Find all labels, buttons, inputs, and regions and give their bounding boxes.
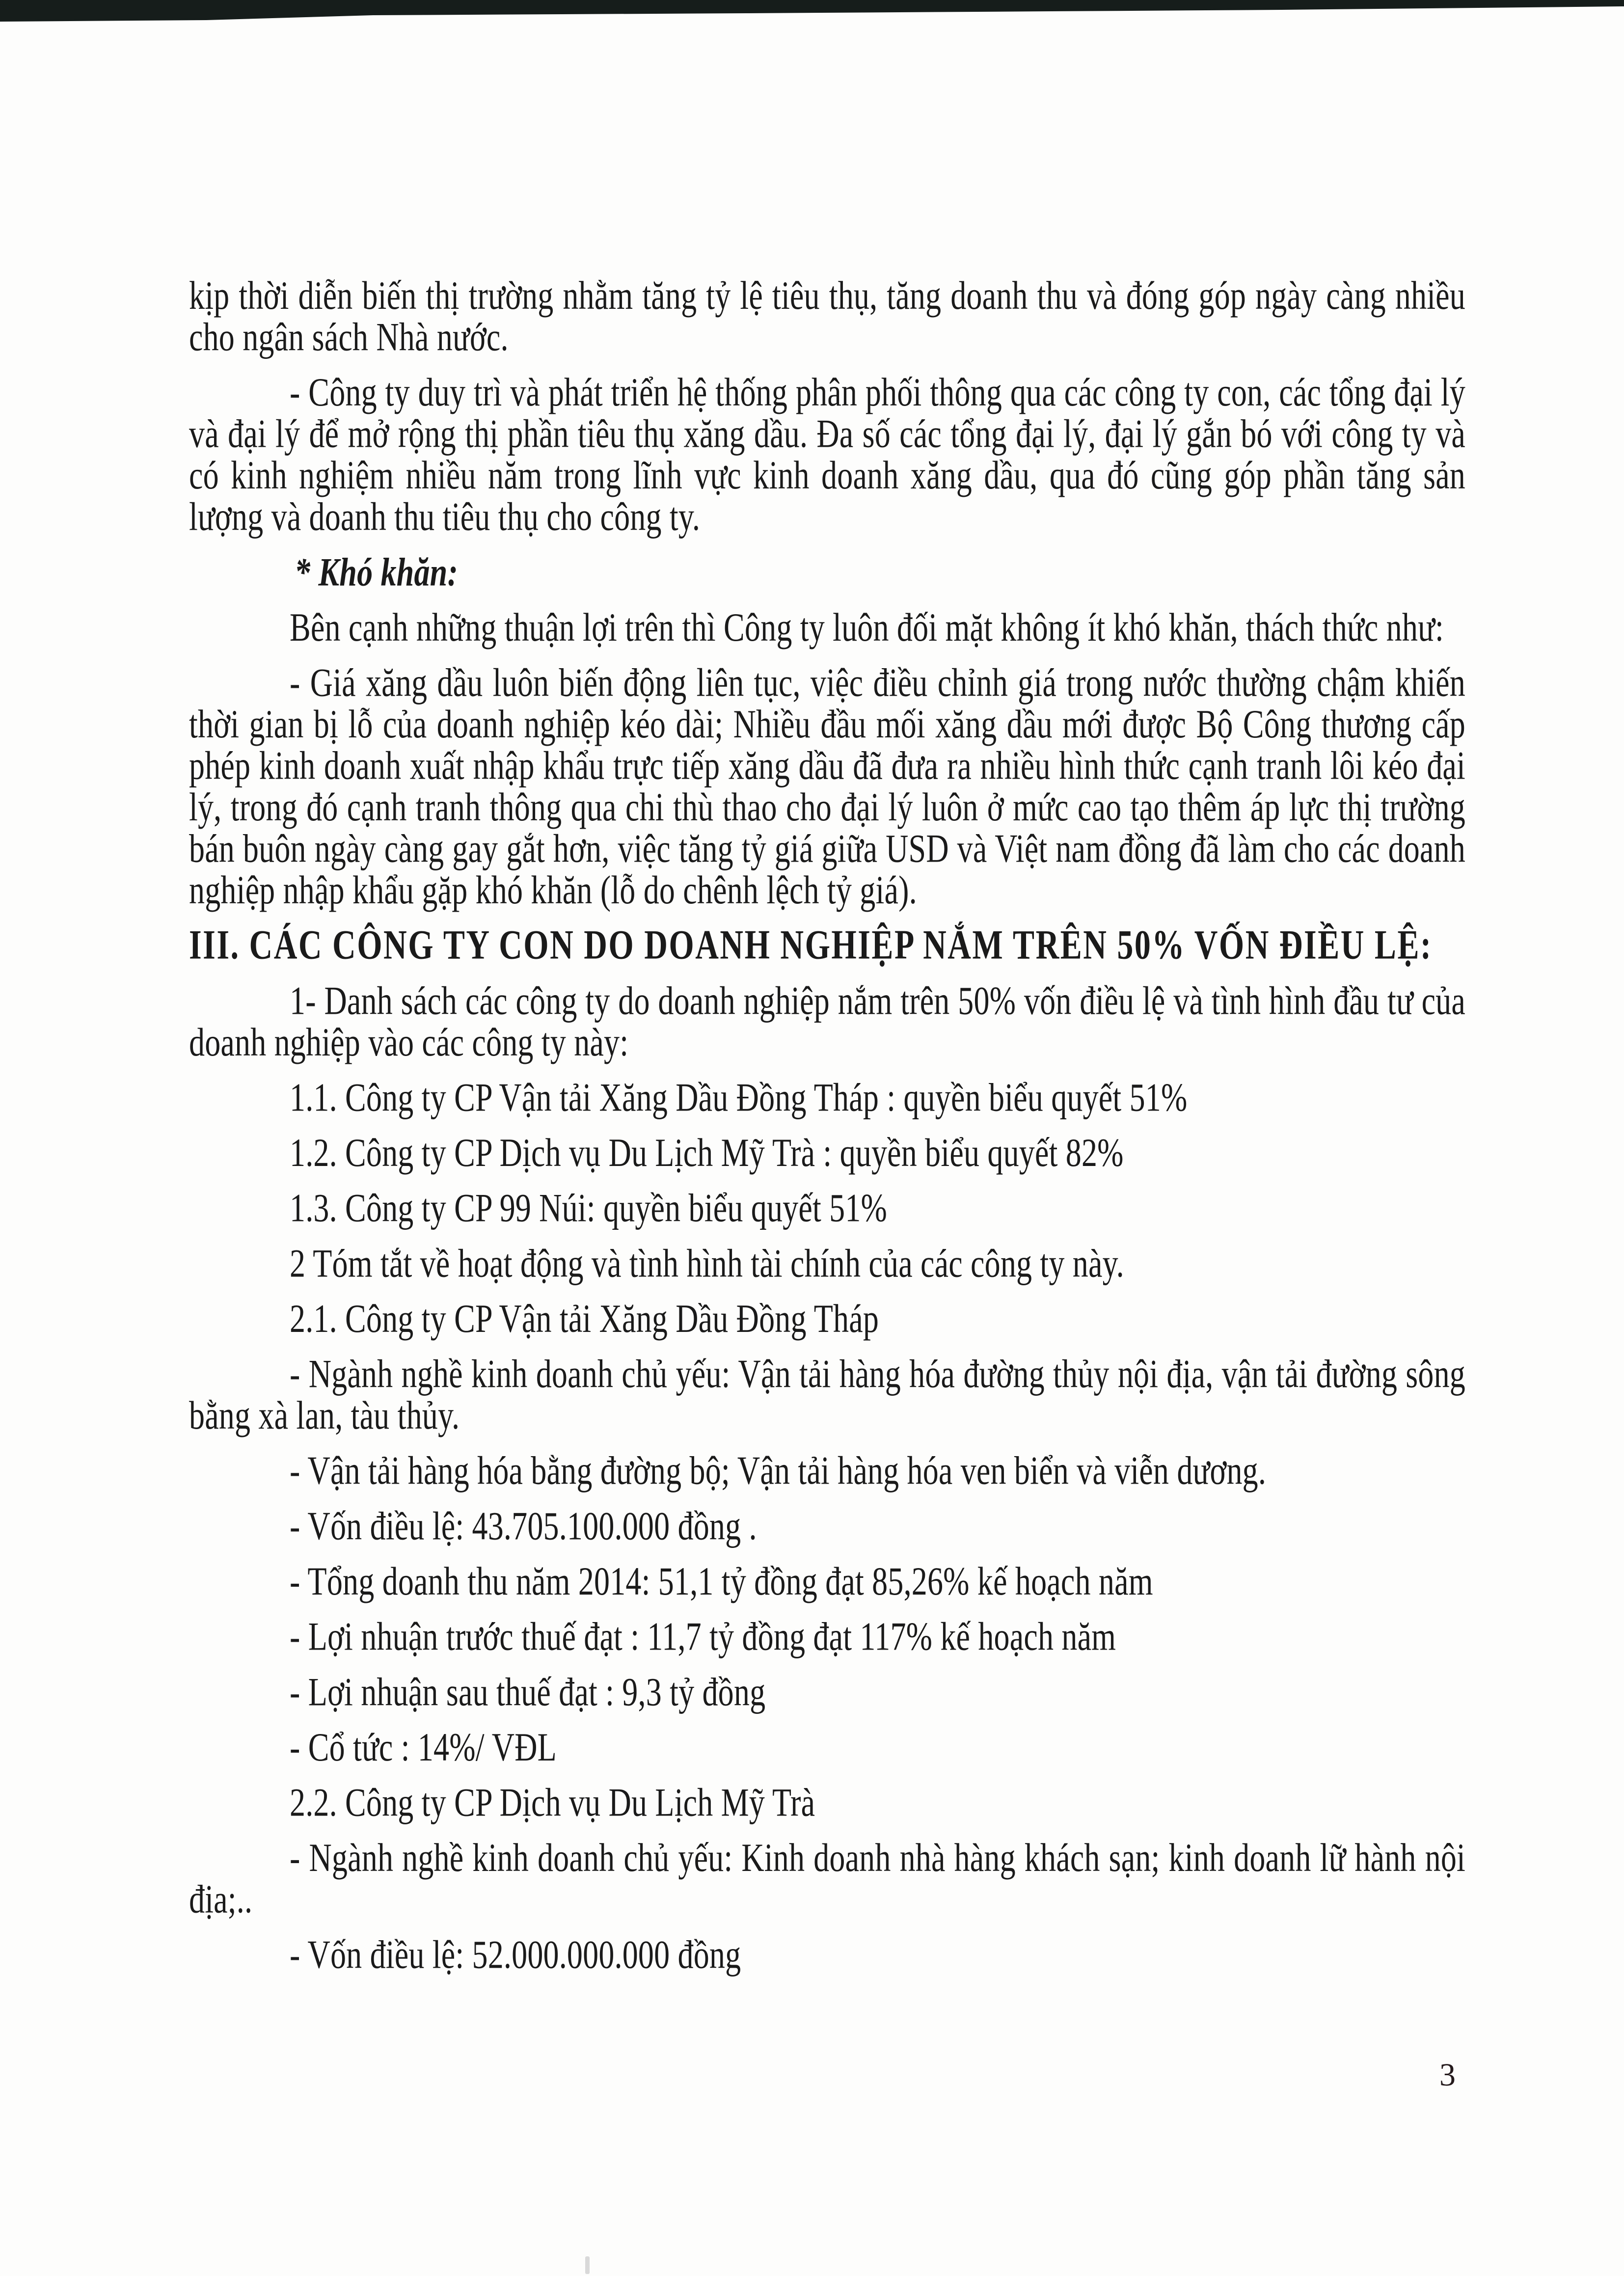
section-heading-iii: III. CÁC CÔNG TY CON DO DOANH NGHIỆP NẮM TRÊN 50% VỐN ĐIỀU LỆ: xyxy=(189,922,1433,968)
bullet-item: - Vốn điều lệ: 43.705.100.000 đồng . xyxy=(290,1503,757,1548)
scan-edge-artifact xyxy=(0,0,1624,24)
paragraph: Bên cạnh những thuận lợi trên thì Công ty luôn đối mặt không ít khó khăn, thách thức như: xyxy=(290,605,1444,650)
bullet-item: - Lợi nhuận sau thuế đạt : 9,3 tỷ đồng xyxy=(290,1669,766,1714)
bullet-item: - Lợi nhuận trước thuế đạt : 11,7 tỷ đồng đạt 117% kế hoạch năm xyxy=(290,1614,1116,1659)
bullet-item: - Ngành nghề kinh doanh chủ yếu: Kinh doanh nhà hàng khách sạn; kinh doanh lữ hành nội địa;.. xyxy=(189,1835,1465,1922)
bullet-item: - Cổ tức : 14%/ VĐL xyxy=(290,1724,557,1769)
list-item: 2 Tóm tắt về hoạt động và tình hình tài chính của các công ty này. xyxy=(290,1241,1124,1286)
subheading-kho-khan: * Khó khăn: xyxy=(295,549,458,595)
bullet-item: - Tổng doanh thu năm 2014: 51,1 tỷ đồng đạt 85,26% kế hoạch năm xyxy=(290,1559,1153,1603)
bullet-item: - Ngành nghề kinh doanh chủ yếu: Vận tải hàng hóa đường thủy nội địa, vận tải đường sông bằng xà lan, tàu thủy. xyxy=(189,1351,1465,1437)
paragraph: kịp thời diễn biến thị trường nhằm tăng tỷ lệ tiêu thụ, tăng doanh thu và đóng góp ngày càng nhiều cho ngân sách Nhà nước. xyxy=(189,273,1465,359)
list-item: 2.1. Công ty CP Vận tải Xăng Dầu Đồng Tháp xyxy=(290,1296,879,1341)
list-item: 1.1. Công ty CP Vận tải Xăng Dầu Đồng Tháp : quyền biểu quyết 51% xyxy=(290,1075,1188,1120)
list-item: 1.3. Công ty CP 99 Núi: quyền biểu quyết 51% xyxy=(290,1185,888,1230)
list-item: 2.2. Công ty CP Dịch vụ Du Lịch Mỹ Trà xyxy=(290,1780,815,1825)
document-text xyxy=(189,275,1465,1989)
page-number: 3 xyxy=(1439,2057,1456,2093)
list-item: 1.2. Công ty CP Dịch vụ Du Lịch Mỹ Trà : quyền biểu quyết 82% xyxy=(290,1130,1124,1175)
bullet-item: - Vốn điều lệ: 52.000.000.000 đồng xyxy=(290,1932,741,1977)
bullet-item: - Vận tải hàng hóa bằng đường bộ; Vận tải hàng hóa ven biển và viễn dương. xyxy=(290,1448,1267,1493)
paragraph: 1- Danh sách các công ty do doanh nghiệp nắm trên 50% vốn điều lệ và tình hình đầu tư của doanh nghiệp vào các công ty này: xyxy=(189,978,1465,1064)
scan-artifact xyxy=(585,2256,590,2274)
paragraph: - Công ty duy trì và phát triển hệ thống phân phối thông qua các công ty con, các tổng đại lý và đại lý để mở rộng thị phần tiêu thụ xăng dầu. Đa số các tổng đại lý, đại lý gắn bó với công ty và có kinh nghiệm nhiều năm trong lĩnh vực kinh doanh xăng dầu, qua đó cũng góp phần tăng sản lượng và doanh thu tiêu thụ cho công ty. xyxy=(189,370,1465,539)
paragraph: - Giá xăng dầu luôn biến động liên tục, việc điều chỉnh giá trong nước thường chậm khiến thời gian bị lỗ của doanh nghiệp kéo dài; Nhiều đầu mối xăng dầu mới được Bộ Công thương cấp phép kinh doanh xuất nhập khẩu trực tiếp xăng dầu đã đưa ra nhiều hình thức cạnh tranh lôi kéo đại lý, trong đó cạnh tranh thông qua chi thù thao cho đại lý luôn ở mức cao tạo thêm áp lực thị trường bán buôn ngày càng gay gắt hơn, việc tăng tỷ giá giữa USD và Việt nam đồng đã làm cho các doanh nghiệp nhập khẩu gặp khó khăn (lỗ do chênh lệch tỷ giá). xyxy=(189,660,1465,912)
